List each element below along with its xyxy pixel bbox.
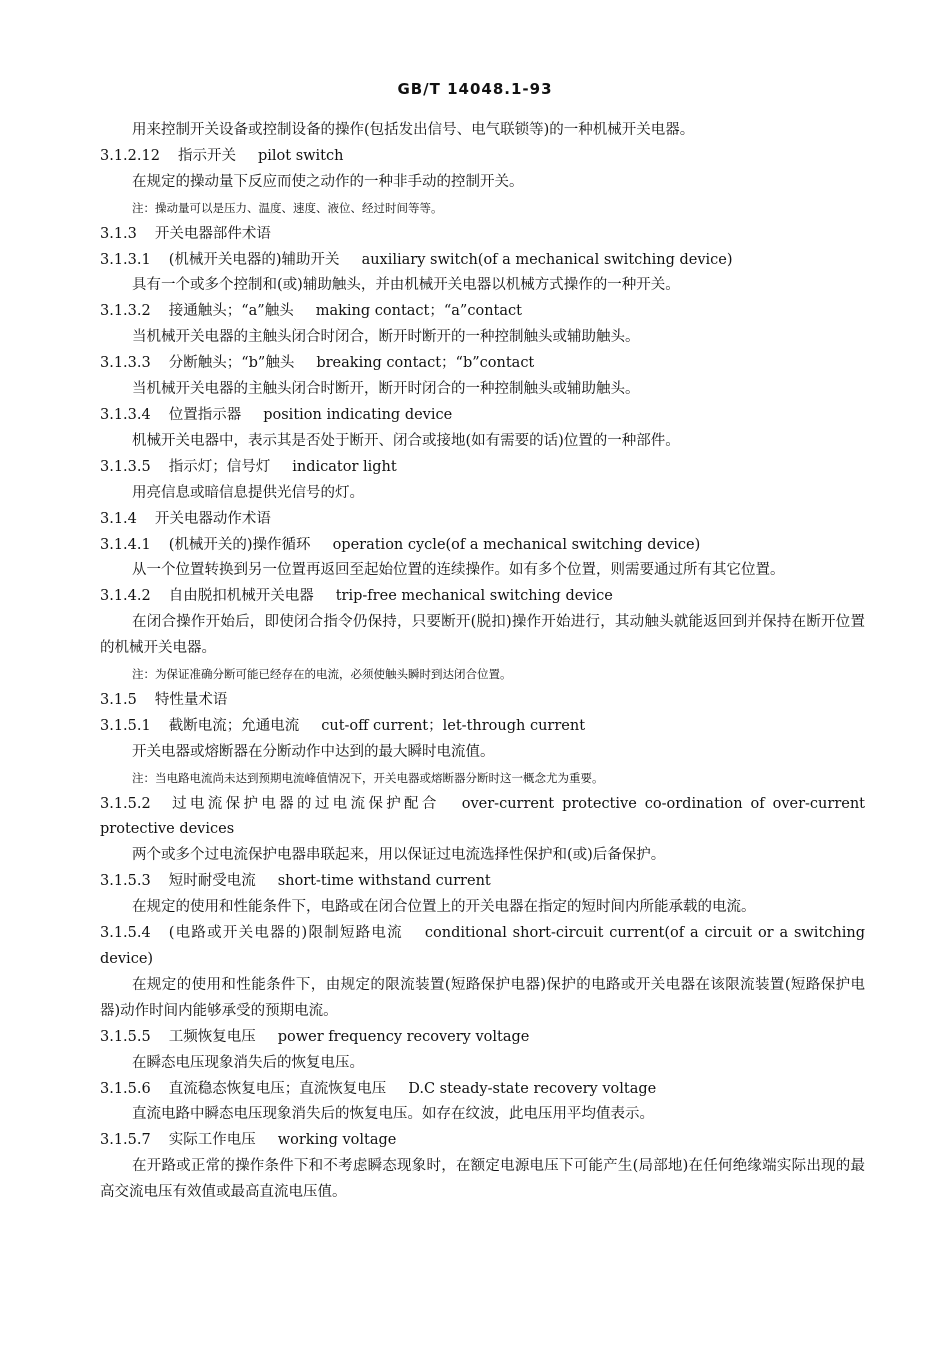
term-heading <box>100 144 865 170</box>
term-chinese: 位置指示器 <box>168 406 242 423</box>
document-body <box>100 118 865 1206</box>
body-text-line: 具有一个或多个控制和(或)辅助触头，并由机械开关电器以机械方式操作的一种开关。 <box>132 277 680 294</box>
term-chinese: 指示灯；信号灯 <box>168 458 271 475</box>
term-heading <box>100 688 865 714</box>
term-heading <box>100 222 865 248</box>
clause-number: 3.1.3.2 <box>100 303 151 320</box>
body-text-line: 用亮信息或暗信息提供光信号的灯。 <box>132 484 364 501</box>
term-chinese: (机械开关的)操作循环 <box>168 536 311 553</box>
clause-number: 3.1.5 <box>100 691 137 708</box>
term-heading <box>100 248 865 274</box>
term-chinese: 开关电器动作术语 <box>154 510 271 527</box>
body-text-line: 在瞬态电压现象消失后的恢复电压。 <box>132 1054 364 1071</box>
term-chinese: 直流稳态恢复电压；直流恢复电压 <box>168 1080 387 1097</box>
clause-number: 3.1.5.2 <box>100 795 151 812</box>
clause-number: 3.1.3.5 <box>100 458 151 475</box>
note-text: 注：当电路电流尚未达到预期电流峰值情况下，开关电器或熔断器分断时这一概念尤为重要。 <box>132 770 604 785</box>
term-heading <box>100 533 865 559</box>
body-paragraph: 在闭合操作开始后，即使闭合指令仍保持，只要断开(脱扣)操作开始进行，其动触头就能返回到并保持在断开位置的机械开关电器。 <box>100 614 865 657</box>
term-chinese: 过电流保护电器的过电流保护配合 <box>168 795 440 812</box>
term-chinese: 指示开关 <box>177 147 236 164</box>
body-paragraph: 在开路或正常的操作条件下和不考虑瞬态现象时，在额定电源电压下可能产生(局部地)在任何绝缘端实际出现的最高交流电压有效值或最高直流电压值。 <box>100 1158 865 1201</box>
body-text-line: 机械开关电器中，表示其是否处于断开、闭合或接地(如有需要的话)位置的一种部件。 <box>132 432 680 449</box>
term-chinese: 短时耐受电流 <box>168 873 256 890</box>
term-english: making contact；“a”contact <box>315 303 522 320</box>
term-chinese: 接通触头；“a”触头 <box>168 303 294 320</box>
term-english: conditional short-circuit current(of a circuit or a switching device) <box>100 925 865 967</box>
term-chinese: 分断触头；“b”触头 <box>168 355 295 372</box>
clause-number: 3.1.5.3 <box>100 873 151 890</box>
term-heading <box>100 455 865 481</box>
term-heading <box>100 403 865 429</box>
clause-number: 3.1.5.1 <box>100 717 151 734</box>
term-heading <box>100 507 865 533</box>
term-chinese: 工频恢复电压 <box>168 1028 256 1045</box>
term-english: short-time withstand current <box>277 873 491 890</box>
clause-number: 3.1.5.4 <box>100 925 151 942</box>
clause-number: 3.1.5.6 <box>100 1080 151 1097</box>
term-heading <box>100 869 865 895</box>
term-heading <box>100 792 865 844</box>
body-text-line: 在规定的操动量下反应而使之动作的一种非手动的控制开关。 <box>132 173 524 190</box>
term-chinese: 截断电流；允通电流 <box>168 717 300 734</box>
term-chinese: 特性量术语 <box>154 691 228 708</box>
term-chinese: 自由脱扣机械开关电器 <box>168 588 314 605</box>
term-english: cut-off current；let-through current <box>321 717 586 734</box>
term-english: working voltage <box>277 1132 397 1149</box>
term-chinese: 实际工作电压 <box>168 1132 256 1149</box>
clause-number: 3.1.3.1 <box>100 251 151 268</box>
note-text: 注：为保证准确分断可能已经存在的电流，必须使触头瞬时到达闭合位置。 <box>132 667 512 682</box>
term-heading <box>100 351 865 377</box>
term-heading <box>100 714 865 740</box>
body-text-line: 当机械开关电器的主触头闭合时闭合，断开时断开的一种控制触头或辅助触头。 <box>132 329 640 346</box>
clause-number: 3.1.3 <box>100 225 137 242</box>
term-english: power frequency recovery voltage <box>277 1028 530 1045</box>
body-paragraph: 从一个位置转换到另一位置再返回至起始位置的连续操作。如有多个位置，则需要通过所有其它位置。 <box>132 562 785 579</box>
clause-number: 3.1.3.3 <box>100 355 151 372</box>
term-english: position indicating device <box>263 406 453 423</box>
term-english: trip-free mechanical switching device <box>335 588 613 605</box>
term-heading <box>100 1128 865 1154</box>
body-text-line: 开关电器或熔断器在分断动作中达到的最大瞬时电流值。 <box>132 743 495 760</box>
clause-number: 3.1.4 <box>100 510 137 527</box>
term-chinese: (电路或开关电器的)限制短路电流 <box>168 925 403 942</box>
term-english: auxiliary switch(of a mechanical switching device) <box>361 251 733 268</box>
term-english: operation cycle(of a mechanical switching device) <box>332 536 701 553</box>
note-text: 注：操动量可以是压力、温度、速度、液位、经过时间等等。 <box>132 200 443 215</box>
term-english: pilot switch <box>257 147 344 164</box>
body-text-line: 用来控制开关设备或控制设备的操作(包括发出信号、电气联锁等)的一种机械开关电器。 <box>132 122 695 138</box>
term-heading <box>100 584 865 610</box>
term-english: over-current protective co-ordination of over-current protective devices <box>100 795 865 838</box>
term-english: D.C steady-state recovery voltage <box>408 1080 657 1097</box>
term-heading <box>100 921 865 973</box>
term-english: breaking contact；“b”contact <box>316 355 535 372</box>
body-text-line: 直流电路中瞬态电压现象消失后的恢复电压。如存在纹波，此电压用平均值表示。 <box>132 1106 654 1123</box>
body-text-line: 在规定的使用和性能条件下，电路或在闭合位置上的开关电器在指定的短时间内所能承载的电流。 <box>132 899 756 916</box>
body-paragraph: 在规定的使用和性能条件下，由规定的限流装置(短路保护电器)保护的电路或开关电器在该限流装置(短路保护电器)动作时间内能够承受的预期电流。 <box>100 976 865 1019</box>
term-chinese: 开关电器部件术语 <box>154 225 271 242</box>
body-text-line: 当机械开关电器的主触头闭合时断开，断开时闭合的一种控制触头或辅助触头。 <box>132 381 640 398</box>
clause-number: 3.1.2.12 <box>100 147 160 164</box>
term-heading <box>100 1025 865 1051</box>
term-english: indicator light <box>292 458 397 475</box>
body-text-line: 两个或多个过电流保护电器串联起来，用以保证过电流选择性保护和(或)后备保护。 <box>132 847 666 864</box>
clause-number: 3.1.3.4 <box>100 406 151 423</box>
clause-number: 3.1.4.2 <box>100 588 151 605</box>
clause-number: 3.1.4.1 <box>100 536 151 553</box>
clause-number: 3.1.5.7 <box>100 1132 151 1149</box>
term-chinese: (机械开关电器的)辅助开关 <box>168 251 340 268</box>
term-heading <box>100 1077 865 1103</box>
term-heading <box>100 299 865 325</box>
standard-code-header: GB/T 14048.1-93 <box>397 80 553 98</box>
clause-number: 3.1.5.5 <box>100 1028 151 1045</box>
